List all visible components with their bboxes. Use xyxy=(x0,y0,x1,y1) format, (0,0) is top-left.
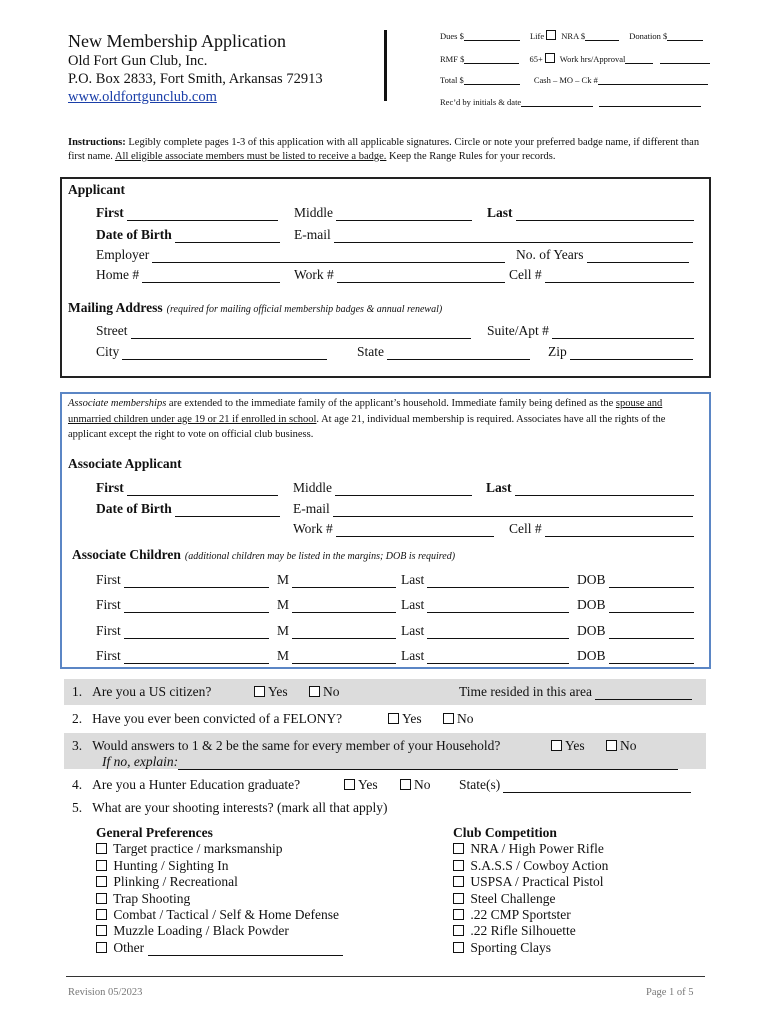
assoc-first-label: First xyxy=(96,480,278,496)
checkbox[interactable] xyxy=(96,876,107,887)
child-3-m-input[interactable] xyxy=(292,626,396,639)
child-4-m-input[interactable] xyxy=(292,651,396,664)
club-item[interactable]: .22 Rifle Silhouette xyxy=(453,923,608,939)
assoc-last-label: Last xyxy=(486,480,694,496)
applicant-cell-label: Cell # xyxy=(509,267,694,283)
associate-heading: Associate Applicant xyxy=(68,456,182,471)
q3-row: 3. Would answers to 1 & 2 be the same for every member of your Household? xyxy=(72,738,501,753)
q3-no: No xyxy=(606,738,637,754)
general-item[interactable]: Muzzle Loading / Black Powder xyxy=(96,923,343,939)
child-2-m-input[interactable] xyxy=(292,600,396,613)
child-1-dob: DOB xyxy=(577,572,694,588)
city-label: City xyxy=(96,344,327,360)
mailing-heading: Mailing Address (required for mailing official membership badges & annual renewal) xyxy=(68,300,443,315)
child-4-dob-input[interactable] xyxy=(609,651,694,664)
checkbox[interactable] xyxy=(96,909,107,920)
org-name: Old Fort Gun Club, Inc. xyxy=(68,53,208,69)
child-2-first: First xyxy=(96,597,269,613)
q1-no-checkbox[interactable] xyxy=(309,686,320,697)
club-item[interactable]: USPSA / Practical Pistol xyxy=(453,874,608,890)
suite-input[interactable] xyxy=(552,326,694,339)
q2-yes-checkbox[interactable] xyxy=(388,713,399,724)
q2-no-checkbox[interactable] xyxy=(443,713,454,724)
child-2-last-input[interactable] xyxy=(427,600,569,613)
payment-ref-field[interactable] xyxy=(598,76,708,85)
q3-yes: Yes xyxy=(551,738,585,754)
child-4-last-input[interactable] xyxy=(427,651,569,664)
assoc-work-label: Work # xyxy=(293,521,494,537)
applicant-years-input[interactable] xyxy=(587,250,689,263)
child-3-m: M xyxy=(277,623,396,639)
checkbox[interactable] xyxy=(453,860,464,871)
general-preferences xyxy=(96,825,343,956)
applicant-email-label: E-mail xyxy=(294,227,693,243)
assoc-work-input[interactable] xyxy=(336,524,494,537)
child-1-last-input[interactable] xyxy=(427,575,569,588)
checkbox[interactable] xyxy=(96,942,107,953)
office-row-3: Total $ Cash – MO – Ck # xyxy=(440,75,708,85)
child-3-last: Last xyxy=(401,623,569,639)
q3-yes-checkbox[interactable] xyxy=(551,740,562,751)
child-1-first: First xyxy=(96,572,269,588)
life-checkbox[interactable] xyxy=(546,30,556,40)
checkbox[interactable] xyxy=(453,893,464,904)
q1-no: No xyxy=(309,684,340,700)
child-3-first: First xyxy=(96,623,269,639)
dues-field[interactable] xyxy=(464,32,520,41)
applicant-home-label: Home # xyxy=(96,267,280,283)
q4-no: No xyxy=(400,777,431,793)
child-3-dob: DOB xyxy=(577,623,694,639)
club-competition xyxy=(453,825,608,956)
assoc-email-label: E-mail xyxy=(293,501,693,517)
applicant-first-input[interactable] xyxy=(127,208,278,221)
assoc-cell-input[interactable] xyxy=(545,524,694,537)
child-2-dob-input[interactable] xyxy=(609,600,694,613)
approval-field[interactable] xyxy=(660,55,710,64)
q4-row: 4. Are you a Hunter Education graduate? xyxy=(72,777,301,792)
general-item[interactable]: Hunting / Sighting In xyxy=(96,858,343,874)
applicant-last-label: Last xyxy=(487,205,694,221)
associate-intro: Associate memberships are extended to the immediate family of the applicant’s household. Immediate family being defined as the spouse and unmarried children under age 19 or 21 if enrolled in school. At age 21, individual membership is required. Associates have all the rights of the applicant except the right to vote on official club business. xyxy=(68,398,666,440)
applicant-dob-input[interactable] xyxy=(175,230,280,243)
child-3-first-input[interactable] xyxy=(124,626,269,639)
child-4-dob: DOB xyxy=(577,648,694,664)
child-2-m: M xyxy=(277,597,396,613)
office-row-1: Dues $ Life NRA $ Donation $ xyxy=(440,30,703,41)
office-row-4: Rec’d by initials & date xyxy=(440,97,701,107)
page-number: Page 1 of 5 xyxy=(646,987,694,998)
child-1-m: M xyxy=(277,572,396,588)
q1-time-resided: Time resided in this area xyxy=(459,684,692,700)
q1-row: 1. Are you a US citizen? xyxy=(72,684,212,699)
assoc-dob-input[interactable] xyxy=(175,504,280,517)
applicant-first-label: First xyxy=(96,205,278,221)
recd-date-field[interactable] xyxy=(599,98,701,107)
child-2-first-input[interactable] xyxy=(124,600,269,613)
revision-label: Revision 05/2023 xyxy=(68,987,143,998)
child-2-last: Last xyxy=(401,597,569,613)
child-4-first-input[interactable] xyxy=(124,651,269,664)
office-row-2: RMF $ 65+ Work hrs/Approval xyxy=(440,53,710,64)
club-item[interactable]: S.A.S.S / Cowboy Action xyxy=(453,858,608,874)
child-1-last: Last xyxy=(401,572,569,588)
child-4-m: M xyxy=(277,648,396,664)
zip-label: Zip xyxy=(548,344,693,360)
street-input[interactable] xyxy=(131,326,471,339)
q2-yes: Yes xyxy=(388,711,422,727)
club-heading: Club Competition xyxy=(453,825,557,840)
assoc-first-input[interactable] xyxy=(127,483,278,496)
sixty-five-checkbox[interactable] xyxy=(545,53,555,63)
q4-no-checkbox[interactable] xyxy=(400,779,411,790)
child-3-last-input[interactable] xyxy=(427,626,569,639)
checkbox[interactable] xyxy=(453,909,464,920)
assoc-email-input[interactable] xyxy=(333,504,693,517)
q4-yes-checkbox[interactable] xyxy=(344,779,355,790)
applicant-email-input[interactable] xyxy=(334,230,693,243)
checkbox[interactable] xyxy=(96,860,107,871)
children-heading: Associate Children (additional children may be listed in the margins; DOB is required) xyxy=(72,547,456,562)
checkbox[interactable] xyxy=(453,843,464,854)
q3-no-checkbox[interactable] xyxy=(606,740,617,751)
zip-input[interactable] xyxy=(570,347,693,360)
website-link[interactable]: www.oldfortgunclub.com xyxy=(68,89,217,105)
club-item[interactable]: .22 CMP Sportster xyxy=(453,907,608,923)
child-2-dob: DOB xyxy=(577,597,694,613)
suite-label: Suite/Apt # xyxy=(487,323,694,339)
rmf-field[interactable] xyxy=(464,55,519,64)
general-item-other[interactable]: Other xyxy=(96,940,343,956)
checkbox[interactable] xyxy=(453,925,464,936)
q2-no: No xyxy=(443,711,474,727)
child-1-dob-input[interactable] xyxy=(609,575,694,588)
instructions: Instructions: Legibly complete pages 1-3 of this application with all applicable signatures. Circle or note your preferred badge name, if different than first name. All eligible associate members must be listed to receive a badge. Keep the Range Rules for your records. xyxy=(68,137,700,162)
general-item[interactable]: Combat / Tactical / Self & Home Defense xyxy=(96,907,343,923)
q3-explain: If no, explain: xyxy=(102,754,678,770)
checkbox[interactable] xyxy=(453,942,464,953)
checkbox[interactable] xyxy=(96,843,107,854)
state-input[interactable] xyxy=(387,347,530,360)
org-address: P.O. Box 2833, Fort Smith, Arkansas 72913 xyxy=(68,71,323,87)
donation-field[interactable] xyxy=(667,32,703,41)
applicant-middle-label: Middle xyxy=(294,205,472,221)
assoc-middle-label: Middle xyxy=(293,480,472,496)
applicant-heading: Applicant xyxy=(68,182,126,197)
q4-states-input[interactable] xyxy=(503,780,691,793)
assoc-cell-label: Cell # xyxy=(509,521,694,537)
general-heading: General Preferences xyxy=(96,825,213,840)
club-item[interactable]: Steel Challenge xyxy=(453,891,608,907)
child-3-dob-input[interactable] xyxy=(609,626,694,639)
workhrs-field[interactable] xyxy=(625,55,653,64)
applicant-employer-label: Employer xyxy=(96,247,505,263)
applicant-cell-input[interactable] xyxy=(545,270,694,283)
child-4-first: First xyxy=(96,648,269,664)
street-label: Street xyxy=(96,323,471,339)
q4-states: State(s) xyxy=(459,777,691,793)
q3-explain-input[interactable] xyxy=(178,757,678,770)
state-label: State xyxy=(357,344,530,360)
recd-initials-field[interactable] xyxy=(521,98,593,107)
checkbox[interactable] xyxy=(96,925,107,936)
city-input[interactable] xyxy=(122,347,327,360)
header-divider xyxy=(384,30,387,101)
applicant-work-input[interactable] xyxy=(337,270,505,283)
child-1-m-input[interactable] xyxy=(292,575,396,588)
checkbox[interactable] xyxy=(96,893,107,904)
applicant-last-input[interactable] xyxy=(516,208,694,221)
q4-yes: Yes xyxy=(344,777,378,793)
total-field[interactable] xyxy=(464,76,520,85)
general-item[interactable]: Trap Shooting xyxy=(96,891,343,907)
page-title: New Membership Application xyxy=(68,31,286,51)
child-1-first-input[interactable] xyxy=(124,575,269,588)
child-4-last: Last xyxy=(401,648,569,664)
applicant-years-label: No. of Years xyxy=(516,247,689,263)
other-interest-input[interactable] xyxy=(148,944,343,956)
assoc-last-input[interactable] xyxy=(515,483,694,496)
assoc-dob-label: Date of Birth xyxy=(96,501,280,517)
applicant-work-label: Work # xyxy=(294,267,505,283)
time-resided-input[interactable] xyxy=(595,687,692,700)
applicant-middle-input[interactable] xyxy=(336,208,472,221)
applicant-dob-label: Date of Birth xyxy=(96,227,280,243)
q1-yes-checkbox[interactable] xyxy=(254,686,265,697)
general-item[interactable]: Plinking / Recreational xyxy=(96,874,343,890)
q1-yes: Yes xyxy=(254,684,288,700)
checkbox[interactable] xyxy=(453,876,464,887)
assoc-middle-input[interactable] xyxy=(335,483,472,496)
general-item[interactable]: Target practice / marksmanship xyxy=(96,841,343,857)
q2-row: 2. Have you ever been convicted of a FELONY? xyxy=(72,711,343,726)
club-item[interactable]: Sporting Clays xyxy=(453,940,608,956)
nra-field[interactable] xyxy=(585,32,619,41)
applicant-home-input[interactable] xyxy=(142,270,280,283)
applicant-employer-input[interactable] xyxy=(152,250,505,263)
footer-rule xyxy=(66,976,705,977)
club-item[interactable]: NRA / High Power Rifle xyxy=(453,841,608,857)
q5-row: 5. What are your shooting interests? (mark all that apply) xyxy=(72,800,388,815)
